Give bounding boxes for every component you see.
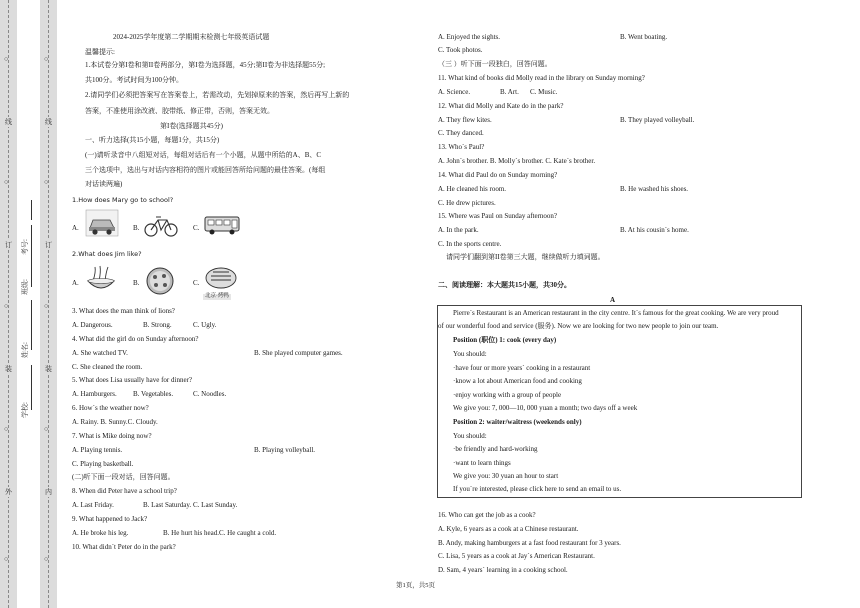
q2-option-c: C. (193, 279, 200, 287)
q14-option-a: A. He cleaned his room. (438, 185, 507, 193)
q10-option-c: C. Took photos. (438, 46, 483, 54)
position-2-req-b: ·want to learn things (453, 459, 511, 467)
position-1-req-b: ·know a lot about American food and cooking (453, 377, 582, 385)
exam-title: 2024-2025学年度第二学期期末检测七年级英语试题 (113, 33, 270, 41)
q1-option-a: A. (72, 224, 79, 232)
q12-option-a: A. They flew kites. (438, 116, 492, 124)
question-8: 8. When did Peter have a school trip? (72, 487, 177, 495)
position-1-req-a: ·have four or more years` cooking in a restaurant (453, 364, 591, 372)
q2-option-b: B. (133, 279, 140, 287)
question-4: 4. What did the girl do on Sunday afternoon? (72, 335, 199, 343)
position-2-title: Position 2: waiter/waitress (weekends only) (453, 418, 582, 426)
q1-option-b: B. (133, 224, 140, 232)
position-1-should: You should: (453, 350, 487, 358)
q11-option-a: A. Science. (438, 88, 471, 96)
field-class-line[interactable] (31, 225, 32, 287)
q4-option-a: A. She watched TV. (72, 349, 128, 357)
inner-label-zhuang: 装 (45, 365, 52, 373)
question-14: 14. What did Paul do on Sunday morning? (438, 171, 558, 179)
q3-option-b: B. Strong. (143, 321, 172, 329)
field-school-label: 学校: (21, 402, 29, 418)
question-11: 11. What kind of books did Molly read in the library on Sunday morning? (438, 74, 645, 82)
question-15: 15. Where was Paul on Sunday afternoon? (438, 212, 558, 220)
question-16: 16. Who can get the job as a cook? (438, 511, 536, 519)
q14-option-c: C. He drew pictures. (438, 199, 496, 207)
outer-circle-3: ○ (4, 302, 9, 310)
email-link-text[interactable]: If you`re interested, please click here to send an email to us. (453, 485, 622, 493)
question-13: 13. Who`s Paul? (438, 143, 485, 151)
q7-option-c: C. Playing basketball. (72, 460, 134, 468)
ad-line-1: Pierre`s Restaurant is an American restaurant in the city centre. It`s famous for the great cooking. We are very proud (453, 309, 779, 317)
notice-line-2b: 答案，不准使用涂改液、胶带纸、修正带，否则，答案无效。 (85, 107, 274, 115)
roast-duck-caption: 北京·烤鸭 (205, 293, 229, 299)
q5-option-b: B. Vegetables. (133, 390, 174, 398)
notice-line-1a: 1.本试卷分第I卷和第II卷两部分，第I卷为选择题，45分;第II卷为非选择题55分; (85, 61, 326, 69)
q1-option-c: C. (193, 224, 200, 232)
part-one-instruction-3: 对话读两遍) (85, 180, 123, 188)
field-school-line[interactable] (31, 365, 32, 410)
outer-label-ding: 订 (5, 241, 12, 249)
q12-option-c: C. They danced. (438, 129, 484, 137)
question-1: 1.How does Mary go to school? (72, 196, 174, 204)
q11-option-b: B. Art. (500, 88, 519, 96)
continue-note: 请同学们翻到第II卷第三大题，继续做听力填词题。 (446, 253, 605, 261)
question-7: 7. What is Mike doing now? (72, 432, 152, 440)
inner-circle-5: ○ (44, 55, 49, 63)
q8-option-c: C. Last Sunday. (193, 501, 238, 509)
position-2-req-a: ·be friendly and hard-working (453, 445, 538, 453)
q10-option-b: B. Went boating. (620, 33, 668, 41)
q8-option-b: B. Last Saturday. (143, 501, 192, 509)
q13-options: A. John`s brother. B. Molly`s brother. C. Kate`s brother. (438, 157, 596, 165)
q15-option-a: A. In the park. (438, 226, 479, 234)
outer-circle-2: ○ (4, 425, 9, 433)
q4-option-b: B. She played computer games. (254, 349, 343, 357)
position-1-pay: We give you: 7, 000—10, 000 yuan a month; two days off a week (453, 404, 638, 412)
section-title: 第I卷(选择题共45分) (160, 122, 223, 130)
inner-circle-4: ○ (44, 178, 49, 186)
q15-option-c: C. In the sports centre. (438, 240, 502, 248)
q7-option-a: A. Playing tennis. (72, 446, 123, 454)
q16-option-d: D. Sam, 4 years` learning in a cooking school. (438, 566, 568, 574)
inner-label-nei: 内 (45, 488, 52, 496)
q16-option-a: A. Kyle, 6 years as a cook at a Chinese restaurant. (438, 525, 579, 533)
question-9: 9. What happened to Jack? (72, 515, 148, 523)
inner-circle-3: ○ (44, 302, 49, 310)
passage-a-label: A (610, 296, 616, 304)
outer-label-zhuang: 装 (5, 365, 12, 373)
q9-option-bc: B. He hurt his head.C. He caught a cold. (163, 529, 277, 537)
q5-option-a: A. Hamburgers. (72, 390, 117, 398)
field-exam-no-label: 考号: (21, 239, 29, 255)
outer-circle-5: ○ (4, 55, 9, 63)
position-2-should: You should: (453, 432, 487, 440)
outer-circle-1: ○ (4, 555, 9, 563)
ad-line-2: of our wonderful food and service (服务). Now we are looking for two new people to join our team. (438, 322, 719, 330)
outer-label-xian: 线 (5, 118, 12, 126)
question-3: 3. What does the man think of lions? (72, 307, 175, 315)
part-one-instruction-1: (一)请听录音中八组短对话，每组对话后有一个小题，从题中所给的A、B、C (85, 151, 322, 159)
position-1-req-c: ·enjoy working with a group of people (453, 391, 562, 399)
q9-option-a: A. He broke his leg. (72, 529, 129, 537)
page-footer: 第1页，共5页 (396, 582, 435, 589)
field-name-line[interactable] (31, 300, 32, 350)
notice-title: 温馨提示: (85, 48, 115, 56)
q8-option-a: A. Last Friday. (72, 501, 114, 509)
outer-label-wai: 外 (5, 488, 12, 496)
question-12: 12. What did Molly and Kate do in the park? (438, 102, 564, 110)
q11-option-c: C. Music. (530, 88, 558, 96)
q16-option-c: C. Lisa, 5 years as a cook at Jay`s American Restaurant. (438, 552, 595, 560)
field-class-label: 班级: (21, 279, 29, 295)
field-exam-no-line[interactable] (31, 200, 32, 220)
q10-option-a: A. Enjoyed the sights. (438, 33, 501, 41)
question-5: 5. What does Lisa usually have for dinner? (72, 376, 193, 384)
q3-option-c: C. Ugly. (193, 321, 217, 329)
q3-option-a: A. Dangerous. (72, 321, 113, 329)
position-2-pay: We give you: 30 yuan an hour to start (453, 472, 559, 480)
q2-option-a: A. (72, 279, 79, 287)
q15-option-b: B. At his cousin`s home. (620, 226, 689, 234)
q16-option-b: B. Andy, making hamburgers at a fast food restaurant for 3 years. (438, 539, 621, 547)
roast-duck-icon (203, 264, 239, 292)
bicycle-icon (143, 211, 179, 239)
part-two-reading-heading: 二、阅读理解：本大题共15小题，共30分。 (438, 281, 571, 289)
position-1-title: Position (职位) 1: cook (every day) (453, 336, 557, 344)
notice-line-2a: 2.请同学们必须把答案写在答案卷上，若需改动，先划掉原来的答案，然后再写上新的 (85, 91, 350, 99)
q5-option-c: C. Noodles. (193, 390, 227, 398)
q14-option-b: B. He washed his shoes. (620, 185, 689, 193)
part-two-listening-heading: (二)听下面一段对话，回答问题。 (72, 473, 175, 481)
noodles-icon (84, 264, 118, 296)
pizza-icon (142, 266, 178, 296)
question-10: 10. What didn`t Peter do in the park? (72, 543, 176, 551)
inner-circle-2: ○ (44, 425, 49, 433)
question-2: 2.What does Jim like? (72, 250, 142, 258)
part-three-heading: （三 ）听下面一段独白，回答问题。 (438, 60, 552, 68)
question-6: 6. How`s the weather now? (72, 404, 149, 412)
inner-circle-1: ○ (44, 555, 49, 563)
q6-options: A. Rainy. B. Sunny.C. Cloudy. (72, 418, 158, 426)
inner-label-xian: 线 (45, 118, 52, 126)
part-one-instruction-2: 三个选项中，选出与对话内容相符的图片或能回答所给问题的最佳答案。(每组 (85, 166, 326, 174)
inner-label-ding: 订 (45, 241, 52, 249)
car-icon (85, 209, 119, 237)
field-name-label: 姓名: (21, 342, 29, 358)
q4-option-c: C. She cleaned the room. (72, 363, 143, 371)
outer-circle-4: ○ (4, 178, 9, 186)
q7-option-b: B. Playing volleyball. (254, 446, 316, 454)
part-one-heading: 一、听力选择(共15小题，每题1分，共15分) (85, 136, 220, 144)
q12-option-b: B. They played volleyball. (620, 116, 695, 124)
job-ad-box (437, 305, 802, 498)
bus-icon (203, 214, 241, 236)
notice-line-1b: 共100分。考试时间为100分钟。 (85, 76, 183, 84)
